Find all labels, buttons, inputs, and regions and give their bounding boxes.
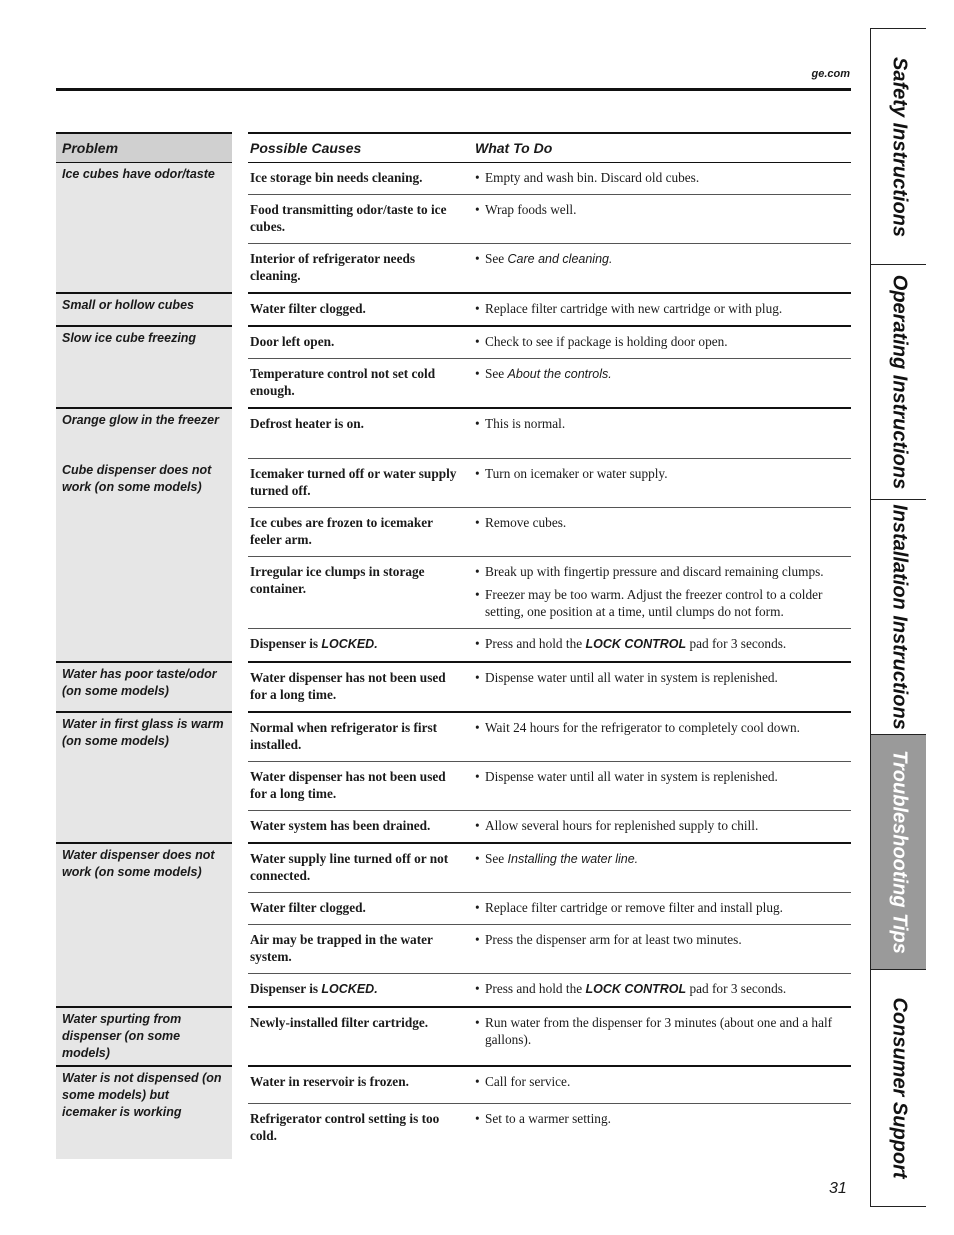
cause-cell: Normal when refrigerator is first installed. (240, 712, 469, 762)
cause-cell: Defrost heater is on. (240, 408, 469, 459)
page-number: 31 (829, 1180, 847, 1197)
header-what-to-do: What To Do (469, 133, 851, 163)
cause-cell: Dispenser is LOCKED. (240, 974, 469, 1008)
header-rule (56, 88, 851, 91)
todo-cell: • Wrap foods well. (469, 195, 851, 244)
problem-cell: Orange glow in the freezer (56, 408, 240, 459)
todo-cell: • Empty and wash bin. Discard old cubes. (469, 163, 851, 195)
table-row (56, 662, 851, 712)
tab-consumer-support[interactable]: Consumer Support (888, 997, 910, 1179)
todo-cell: • Break up with fingertip pressure and discard remaining clumps. • Freezer may be too warm. Adjust the freezer control to a colder setting, one position at a time, until clumps do not form. (469, 557, 851, 629)
site-url: ge.com (811, 68, 850, 80)
problem-cell: Slow ice cube freezing (56, 326, 240, 408)
cause-cell: Water dispenser has not been used for a long time. (240, 662, 469, 712)
cause-cell: Icemaker turned off or water supply turned off. (240, 459, 469, 508)
cause-cell: Dispenser is LOCKED. (240, 629, 469, 663)
cause-cell: Door left open. (240, 326, 469, 359)
cause-cell: Interior of refrigerator needs cleaning. (240, 244, 469, 294)
table-row (56, 293, 851, 326)
todo-cell: • Replace filter cartridge with new cartridge or with plug. (469, 293, 851, 326)
todo-cell: • Set to a warmer setting. (475, 1110, 611, 1126)
cause-cell: Newly-installed filter cartridge. (240, 1007, 469, 1066)
table-row (56, 326, 851, 359)
table-row (56, 1066, 851, 1103)
todo-cell: • Turn on icemaker or water supply. (469, 459, 851, 508)
cause-cell: Irregular ice clumps in storage container. (240, 557, 469, 629)
todo-cell: • Run water from the dispenser for 3 minutes (about one and a half gallons). (469, 1007, 851, 1066)
todo-cell: • Check to see if package is holding door open. (469, 326, 851, 359)
cause-cell: Water filter clogged. (240, 293, 469, 326)
problem-cell: Water is not dispensed (on some models) but icemaker is working (56, 1066, 240, 1159)
todo-cell: • This is normal. (469, 408, 851, 459)
todo-cell: • Remove cubes. (469, 508, 851, 557)
tab-safety-instructions[interactable]: Safety Instructions (871, 29, 926, 265)
cause-cell: Ice cubes are frozen to icemaker feeler arm. (240, 508, 469, 557)
cause-cell: Water dispenser has not been used for a long time. (240, 762, 469, 811)
cause-cell: Water system has been drained. (240, 811, 469, 844)
todo-cell: • Press and hold the LOCK CONTROL pad for 3 seconds. (469, 974, 851, 1008)
cause-cell: Ice storage bin needs cleaning. (240, 163, 469, 195)
table-row (56, 163, 851, 195)
todo-cell: • Press and hold the LOCK CONTROL pad for 3 seconds. (469, 629, 851, 663)
problem-cell: Small or hollow cubes (56, 293, 240, 326)
header-possible-causes: Possible Causes (240, 133, 469, 163)
problem-cell: Water dispenser does not work (on some models) (56, 843, 240, 1007)
todo-cell: • Press the dispenser arm for at least two minutes. (469, 925, 851, 974)
problem-cell: Water spurting from dispenser (on some models) (56, 1007, 240, 1066)
todo-cell: • See Installing the water line. (469, 843, 851, 893)
table-row (56, 408, 851, 459)
problem-cell: Water has poor taste/odor (on some models) (56, 662, 240, 712)
troubleshooting-table (56, 132, 851, 1159)
cause-cell: Water supply line turned off or not connected. (240, 843, 469, 893)
table-row (56, 712, 851, 762)
table-row (56, 843, 851, 893)
todo-cell: • Replace filter cartridge or remove filter and install plug. (469, 893, 851, 925)
todo-cell: • Dispense water until all water in system is replenished. (469, 662, 851, 712)
table-row (56, 1007, 851, 1066)
todo-cell: • Dispense water until all water in system is replenished. (469, 762, 851, 811)
todo-cell: • See About the controls. (469, 359, 851, 409)
tab-troubleshooting-tips[interactable]: Troubleshooting Tips (871, 735, 926, 970)
cause-cell: Water filter clogged. (240, 893, 469, 925)
cause-cell: Air may be trapped in the water system. (240, 925, 469, 974)
table-row (56, 459, 851, 508)
problem-cell: Water in first glass is warm (on some models) (56, 712, 240, 843)
tab-operating-instructions[interactable]: Operating Instructions (871, 265, 926, 500)
cause-cell: Food transmitting odor/taste to ice cubes. (240, 195, 469, 244)
section-tabs (870, 28, 926, 1207)
cause-cell: Water in reservoir is frozen. (240, 1066, 469, 1103)
todo-cell: • See Care and cleaning. (469, 244, 851, 294)
todo-cell: • Call for service. (469, 1066, 851, 1103)
todo-cell: • Wait 24 hours for the refrigerator to completely cool down. (469, 712, 851, 762)
cause-cell: Temperature control not set cold enough. (240, 359, 469, 409)
cause-cell: Refrigerator control setting is too cold. (240, 1103, 469, 1159)
problem-cell: Cube dispenser does not work (on some models) (56, 459, 240, 663)
tab-installation-instructions[interactable]: Installation Instructions (871, 500, 926, 735)
todo-cell: • Allow several hours for replenished supply to chill. (469, 811, 851, 844)
header-problem: Problem (56, 133, 240, 163)
problem-cell: Ice cubes have odor/taste (56, 163, 240, 294)
